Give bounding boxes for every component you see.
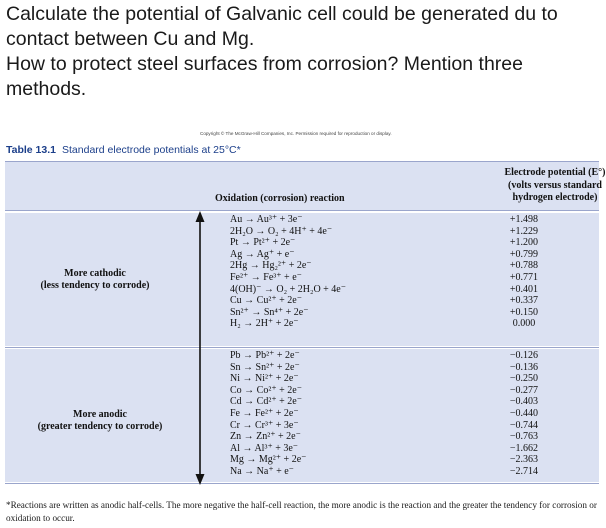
reaction-cell: Na → Na⁺ + e⁻ [230, 465, 294, 477]
potential-cell: −0.744 [509, 419, 539, 431]
table-row [230, 420, 600, 432]
reaction-cell: H₂ → 2H⁺ + 2e⁻ [230, 318, 299, 330]
anodic-rows [230, 350, 600, 478]
table-row [230, 385, 600, 397]
potential-cell: −0.440 [509, 407, 539, 419]
potential-cell: −2.363 [509, 454, 539, 466]
potential-cell: −0.250 [509, 373, 539, 385]
table-row [230, 454, 600, 466]
table-caption: Standard electrode potentials at 25°C* [62, 144, 241, 156]
cathodic-rows [230, 214, 600, 330]
table-row [230, 373, 600, 385]
reaction-cell: Fe²⁺ → Fe³⁺ + e⁻ [230, 271, 302, 283]
reaction-cell: Pt → Pt²⁺ + 2e⁻ [230, 237, 296, 249]
potential-cell: +1.200 [509, 237, 539, 249]
reaction-cell: Pb → Pb²⁺ + 2e⁻ [230, 350, 300, 361]
table-row [230, 408, 600, 420]
potential-cell: −0.763 [509, 431, 539, 443]
question-line: Calculate the potential of Galvanic cell could be generated du to [6, 3, 558, 25]
potential-cell: −0.136 [509, 361, 539, 373]
copyright-notice: Copyright © The McGraw-Hill Companies, Inc. Permission required for reproduction or display. [200, 131, 392, 136]
table-row [230, 362, 600, 374]
table-row [230, 443, 600, 455]
table-row [230, 237, 600, 249]
potential-cell: +1.498 [509, 214, 539, 225]
table-row [230, 260, 600, 272]
potential-cell: −2.714 [509, 465, 539, 477]
potential-cell: −0.126 [509, 350, 539, 361]
potential-cell: +0.401 [509, 283, 539, 295]
reaction-cell: Zn → Zn²⁺ + 2e⁻ [230, 431, 301, 443]
reaction-cell: Al → Al³⁺ + 3e⁻ [230, 442, 299, 454]
reaction-cell: Ag → Ag⁺ + e⁻ [230, 248, 295, 260]
potential-header-line: hydrogen electrode) [512, 192, 598, 203]
reaction-cell: Mg → Mg²⁺ + 2e⁻ [230, 454, 307, 466]
reaction-cell: 2Hg → Hg₂²⁺ + 2e⁻ [230, 260, 312, 272]
question-line: methods. [6, 78, 87, 100]
potential-cell: +0.771 [509, 271, 539, 283]
table-row [230, 350, 600, 362]
potential-cell: +0.788 [509, 260, 539, 272]
table-row [230, 214, 600, 226]
question-line: contact between Cu and Mg. [6, 28, 255, 50]
cathodic-label-line: More cathodic [64, 268, 126, 279]
potential-cell: −0.277 [509, 384, 539, 396]
potential-cell: −0.403 [509, 396, 539, 408]
table-row [230, 272, 600, 284]
reaction-cell: 2H₂O → O₂ + 4H⁺ + 4e⁻ [230, 225, 333, 237]
table-row [230, 249, 600, 261]
reaction-cell: Co → Co²⁺ + 2e⁻ [230, 384, 302, 396]
reaction-cell: Au → Au³⁺ + 3e⁻ [230, 214, 303, 225]
question-line: How to protect steel surfaces from corrosion? Mention three [6, 53, 523, 75]
reaction-cell: Cd → Cd²⁺ + 2e⁻ [230, 396, 302, 408]
cathodic-label-line: (less tendency to corrode) [40, 280, 150, 291]
reaction-cell: Sn → Sn²⁺ + 2e⁻ [230, 361, 300, 373]
potential-header-line: (volts versus standard [508, 179, 602, 191]
table-row [230, 295, 600, 307]
table-row [230, 226, 600, 238]
anodic-label-line: (greater tendency to corrode) [37, 421, 163, 432]
table-row [230, 318, 600, 330]
potential-header-line: Electrode potential (E°) [504, 167, 606, 178]
reaction-column-header: Oxidation (corrosion) reaction [215, 193, 345, 204]
table-row [230, 307, 600, 319]
potential-cell: +0.337 [509, 295, 539, 307]
potential-cell: +1.229 [509, 225, 539, 237]
reaction-cell: Cr → Cr³⁺ + 3e⁻ [230, 419, 299, 431]
potential-cell: 0.000 [512, 318, 536, 330]
reaction-cell: Sn²⁺ → Sn⁴⁺ + 2e⁻ [230, 306, 309, 318]
table-footnote: *Reactions are written as anodic half-cells. The more negative the half-cell reaction, the more anodic is the reaction and the greater the tendency for corrosion or oxidation to occur. [6, 500, 597, 523]
reaction-cell: 4(OH)⁻ → O₂ + 2H₂O + 4e⁻ [230, 283, 347, 295]
reaction-cell: Fe → Fe²⁺ + 2e⁻ [230, 407, 299, 419]
potential-cell: +0.150 [509, 306, 539, 318]
table-row [230, 431, 600, 443]
table-row [230, 396, 600, 408]
table-label: Table 13.1 [6, 144, 56, 156]
potential-cell: −1.662 [509, 442, 539, 454]
reaction-cell: Cu → Cu²⁺ + 2e⁻ [230, 295, 302, 307]
table-row [230, 466, 600, 478]
anodic-label-line: More anodic [73, 409, 127, 420]
table-row [230, 284, 600, 296]
potential-cell: +0.799 [509, 248, 539, 260]
reaction-cell: Ni → Ni²⁺ + 2e⁻ [230, 373, 299, 385]
